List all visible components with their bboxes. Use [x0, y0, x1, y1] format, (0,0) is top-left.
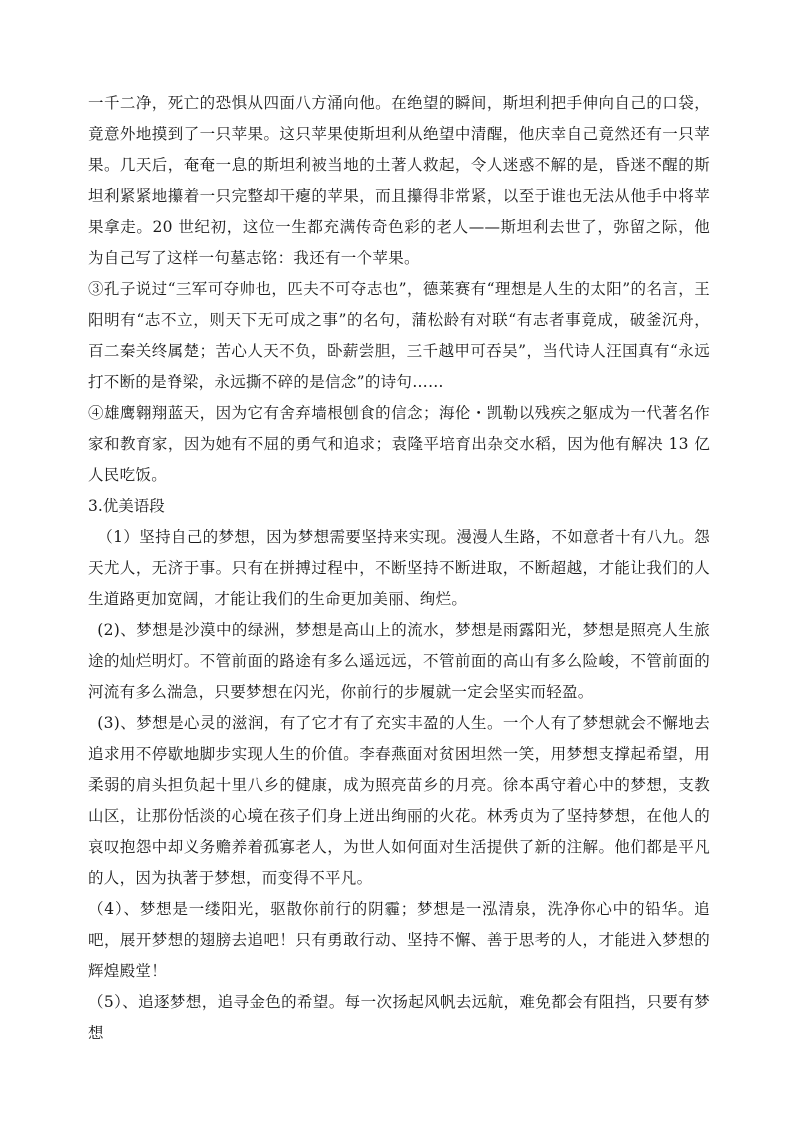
paragraph-excerpt-4: （4）、梦想是一缕阳光，驱散你前行的阴霾；梦想是一泓清泉，洗净你心中的铅华。追吧，展开梦想的翅膀去追吧！只有勇敢行动、坚持不懈、善于思考的人，才能进入梦想的辉煌殿堂！ — [88, 900, 710, 980]
paragraph-excerpt-5: （5）、追逐梦想，追寻金色的希望。每一次扬起风帆去远航，难免都会有阻挡，只要有梦想 — [88, 993, 710, 1042]
paragraph-excerpt-1: （1）坚持自己的梦想，因为梦想需要坚持来实现。漫漫人生路，不如意者十有八九。怨天尤人，无济于事。只有在拼搏过程中，不断坚持不断进取，不断超越，才能让我们的人生道路更加宽阔，才能让我们的生命更加美丽、绚烂。 — [88, 528, 710, 608]
paragraph-quotes-3: ③孔子说过“三军可夺帅也，匹夫不可夺志也”，德莱赛有“理想是人生的太阳”的名言，王阳明有“志不立，则天下无可成之事”的名句，蒲松龄有对联“有志者事竟成，破釜沉舟，百二秦关终属楚；苦心人天不负，卧薪尝胆，三千越甲可吞吴”，当代诗人汪国真有“永远打不断的是脊梁，永远撕不碎的是信念”的诗句…… — [88, 280, 710, 391]
paragraph-excerpt-2: (2)、梦想是沙漠中的绿洲，梦想是高山上的流水，梦想是雨露阳光，梦想是照亮人生旅途的灿烂明灯。不管前面的路途有多么遥远远，不管前面的高山有多么险峻，不管前面的河流有多么湍急，只要梦想在闪光，你前行的步履就一定会坚实而轻盈。 — [88, 621, 710, 701]
paragraph-stanley-story: 一千二净，死亡的恐惧从四面八方涌向他。在绝望的瞬间，斯坦利把手伸向自己的口袋，竟意外地摸到了一只苹果。这只苹果使斯坦利从绝望中清醒，他庆幸自己竟然还有一只苹果。几天后，奄奄一息的斯坦利被当地的土著人救起，令人迷惑不解的是，昏迷不醒的斯坦利紧紧地攥着一只完整却干瘪的苹果，而且攥得非常紧，以至于谁也无法从他手中将苹果拿走。20 世纪初，这位一生都充满传奇色彩的老人——斯坦利去世了，弥留之际，他为自己写了这样一句墓志铭：我还有一个苹果。 — [88, 94, 710, 267]
section-heading: 3.优美语段 — [88, 497, 165, 515]
document-page — [88, 88, 710, 1049]
paragraph-excerpt-3: (3)、梦想是心灵的滋润，有了它才有了充实丰盈的人生。一个人有了梦想就会不懈地去追求用不停歇地脚步实现人生的价值。李春燕面对贫困坦然一笑，用梦想支撑起希望，用柔弱的肩头担负起十里八乡的健康，成为照亮苗乡的月亮。徐本禹守着心中的梦想，支教山区，让那份恬淡的心境在孩子们身上迸出绚丽的火花。林秀贞为了坚持梦想，在他人的哀叹抱怨中却义务赡养着孤寡老人，为世人如何面对生活提供了新的注解。他们都是平凡的人，因为执著于梦想，而变得不平凡。 — [88, 714, 710, 887]
paragraph-examples-4: ④雄鹰翱翔蓝天，因为它有舍弃墙根刨食的信念；海伦・凯勒以残疾之躯成为一代著名作家和教育家，因为她有不屈的勇气和追求；袁隆平培育出杂交水稻，因为他有解决 13 亿人民吃饭。 — [88, 404, 710, 484]
